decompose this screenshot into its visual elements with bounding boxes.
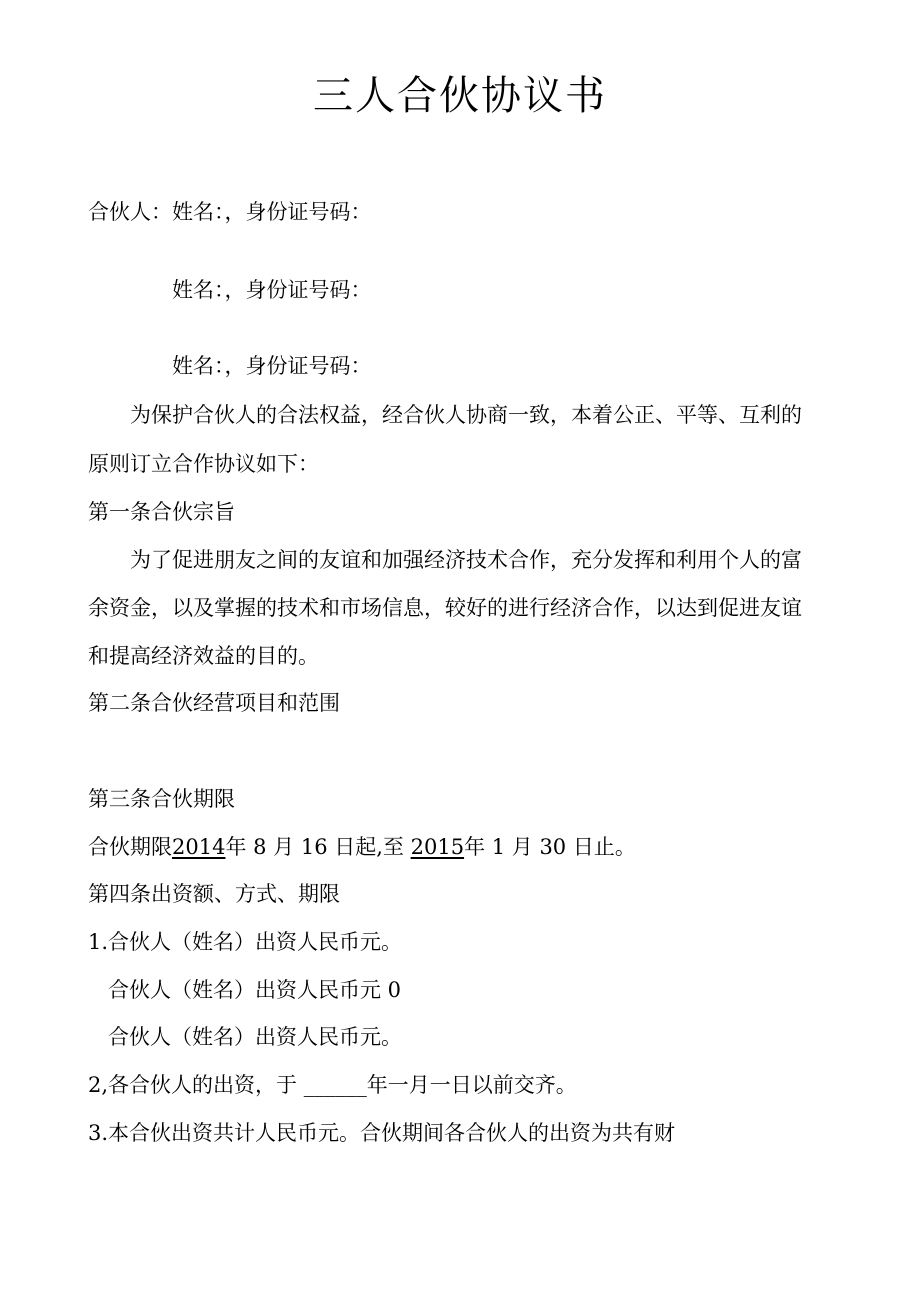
- article-1-line-3: 和提高经济效益的目的。: [88, 644, 319, 668]
- term-prefix: 合伙期限: [88, 835, 172, 859]
- article-4-item-1: 1.合伙人（姓名）出资人民币元。: [88, 930, 403, 954]
- article-4-item-1b: 合伙人（姓名）出资人民币元 0: [108, 978, 402, 1002]
- end-date-rest: 年 1 月 30 日止。: [464, 835, 636, 859]
- article-3-heading: 第三条合伙期限: [88, 787, 235, 811]
- intro-line-1: 为保护合伙人的合法权益，经合伙人协商一致，本着公正、平等、互利的: [130, 403, 802, 427]
- article-1-line-2: 余资金，以及掌握的技术和市场信息，较好的进行经济合作，以达到促进友谊: [88, 596, 802, 620]
- article-1-line-1: 为了促进朋友之间的友谊和加强经济技术合作，充分发挥和利用个人的富: [130, 548, 802, 572]
- start-year: 2014: [172, 835, 226, 859]
- start-date-rest: 年 8 月 16 日起,至: [225, 835, 404, 859]
- partner-line-2: 姓名：，身份证号码：: [172, 278, 372, 302]
- partner-line-1: 合伙人：姓名：，身份证号码：: [88, 200, 372, 224]
- article-2-heading: 第二条合伙经营项目和范围: [88, 691, 340, 715]
- article-4-item-2: 2,各合伙人的出资，于 ______年一月一日以前交齐。: [88, 1073, 577, 1097]
- intro-line-2: 原则订立合作协议如下：: [88, 452, 319, 476]
- partner-line-3: 姓名：，身份证号码：: [172, 354, 372, 378]
- article-1-heading: 第一条合伙宗旨: [88, 500, 235, 524]
- end-year: 2015: [410, 835, 465, 859]
- article-4-item-3: 3.本合伙出资共计人民币元。合伙期间各合伙人的出资为共有财: [88, 1121, 676, 1145]
- article-4-heading: 第四条出资额、方式、期限: [88, 882, 340, 906]
- article-4-item-1c: 合伙人（姓名）出资人民币元。: [108, 1025, 402, 1049]
- document-title: 三人合伙协议书: [313, 73, 607, 119]
- article-3-term-line: [88, 833, 636, 861]
